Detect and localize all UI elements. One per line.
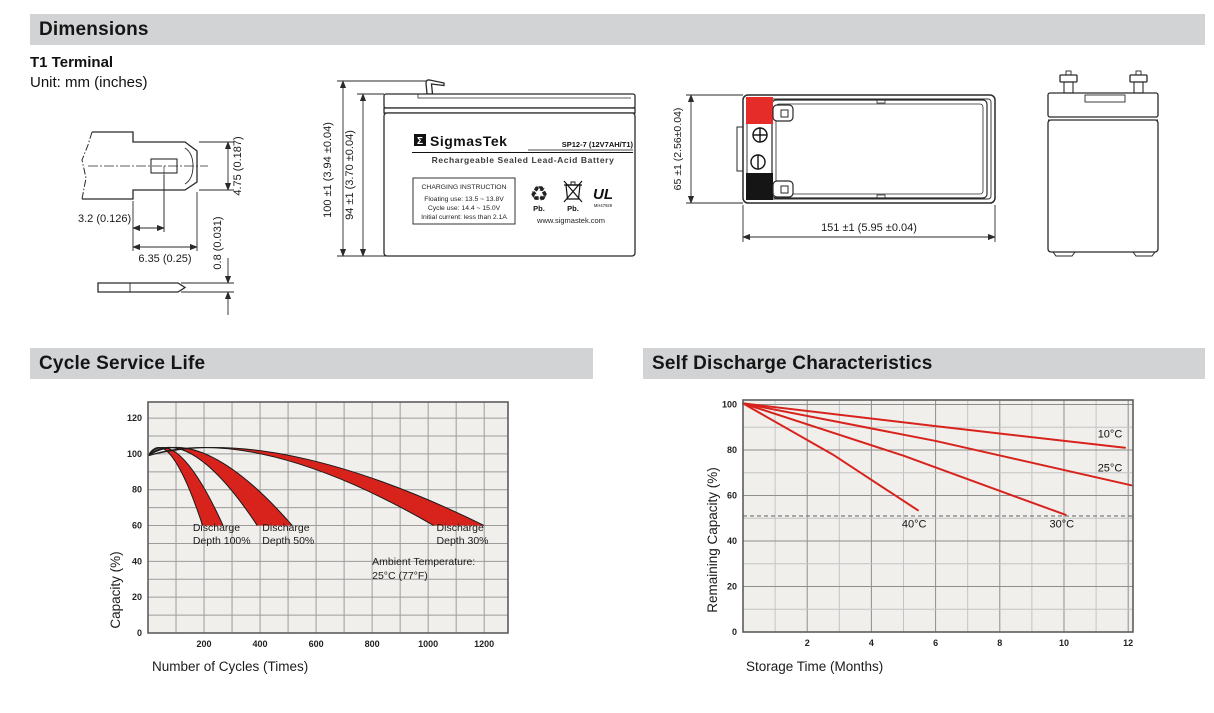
x-tick-label: 12 xyxy=(1123,638,1134,648)
ul-mark-icon: UL xyxy=(593,186,613,203)
lid-recess xyxy=(1085,95,1125,102)
y-tick-label: 120 xyxy=(126,413,142,424)
break-line xyxy=(82,132,92,199)
self-discharge-title: Self Discharge Characteristics xyxy=(652,352,933,374)
ambient-temperature-note: Ambient Temperature: xyxy=(372,555,476,568)
y-tick-label: 40 xyxy=(131,556,142,567)
lid xyxy=(1048,93,1158,117)
battery-top-view-drawing xyxy=(670,70,1015,275)
series-label: 40°C xyxy=(901,518,927,531)
unit-note: Unit: mm (inches) xyxy=(30,74,148,91)
x-tick-label: 1000 xyxy=(418,639,439,649)
band-label: Discharge xyxy=(436,521,484,534)
y-axis-title: Capacity (%) xyxy=(108,551,123,629)
y-tick-label: 20 xyxy=(726,581,737,592)
sigma-glyph: Σ xyxy=(416,136,424,147)
terminal-side-profile xyxy=(98,283,185,292)
dim-length: 151 ±1 (5.95 ±0.04) xyxy=(821,222,917,234)
band-label: Depth 50% xyxy=(262,534,315,547)
y-tick-label: 100 xyxy=(721,399,737,410)
dimensions-title: Dimensions xyxy=(39,18,149,40)
dim-width: 65 ±1 (2.56±0.04) xyxy=(672,107,684,191)
band-label: Depth 100% xyxy=(192,534,251,547)
y-tick-label: 0 xyxy=(731,627,737,637)
x-axis-title: Number of Cycles (Times) xyxy=(152,659,309,674)
y-axis-title: Remaining Capacity (%) xyxy=(705,467,720,613)
model-number: SP12-7 (12V7AH/T1) xyxy=(561,140,633,149)
side-notch xyxy=(737,127,743,171)
band-label: Depth 30% xyxy=(436,534,489,547)
terminal-post-left xyxy=(1060,71,1077,93)
negative-symbol-icon xyxy=(751,155,765,169)
x-tick-label: 6 xyxy=(933,638,939,648)
y-tick-label: 60 xyxy=(726,490,737,501)
cycle-life-section-header xyxy=(30,348,593,379)
x-tick-label: 400 xyxy=(252,639,268,649)
ul-file-number: MH47929 xyxy=(593,203,613,208)
negative-terminal-block xyxy=(746,173,773,200)
x-tick-label: 2 xyxy=(804,638,810,648)
x-axis-title: Storage Time (Months) xyxy=(746,659,884,674)
y-tick-label: 20 xyxy=(131,592,142,603)
terminal-post-right xyxy=(1130,71,1147,93)
charging-line-3: Initial current: less than 2.1A xyxy=(421,214,507,221)
x-tick-label: 600 xyxy=(308,639,324,649)
terminal-outline xyxy=(82,132,197,199)
series-label: 10°C xyxy=(1097,428,1123,441)
x-tick-label: 4 xyxy=(868,638,874,648)
y-tick-label: 60 xyxy=(131,520,142,531)
y-tick-label: 0 xyxy=(136,628,142,638)
terminal-detail-drawing xyxy=(55,100,325,315)
x-tick-label: 200 xyxy=(196,639,212,649)
cycle-life-title: Cycle Service Life xyxy=(39,352,206,374)
x-tick-label: 8 xyxy=(997,638,1003,648)
y-tick-label: 80 xyxy=(131,484,142,495)
series-label: 25°C xyxy=(1097,462,1123,475)
dim-tab-height: 4.75 (0.187) xyxy=(232,136,244,196)
website-text: www.sigmastek.com xyxy=(537,216,605,225)
bin-pb-label: Pb. xyxy=(567,204,579,213)
terminal-type-heading: T1 Terminal xyxy=(30,54,114,71)
x-tick-label: 800 xyxy=(364,639,380,649)
terminal-tab xyxy=(426,80,444,94)
ambient-temperature-note: 25°C (77°F) xyxy=(372,569,428,582)
dim-overall-height: 100 ±1 (3.94 ±0.04) xyxy=(322,122,334,218)
dimensions-section-header xyxy=(30,14,1205,45)
dim-case-height: 94 ±1 (3.70 ±0.04) xyxy=(344,130,356,220)
battery-side-view-drawing xyxy=(1030,60,1190,325)
brand-name: SigmasTek xyxy=(430,133,508,149)
charging-title: CHARGING INSTRUCTION xyxy=(421,184,507,191)
charging-line-2: Cycle use: 14.4 ~ 15.0V xyxy=(427,205,501,212)
recycle-icon: ♻ xyxy=(529,183,549,206)
y-tick-label: 40 xyxy=(726,536,737,547)
y-tick-label: 100 xyxy=(126,448,142,459)
self-discharge-chart xyxy=(700,390,1185,695)
battery-type-line: Rechargeable Sealed Lead-Acid Battery xyxy=(431,155,615,165)
dimension-lines xyxy=(686,95,995,242)
dim-tab-width: 6.35 (0.25) xyxy=(138,253,192,265)
x-tick-label: 10 xyxy=(1058,638,1069,648)
dim-hole-offset: 3.2 (0.126) xyxy=(78,213,132,225)
lid-seam xyxy=(384,108,635,113)
dim-tab-thickness: 0.8 (0.031) xyxy=(212,216,224,270)
body xyxy=(1048,120,1158,252)
battery-front-view-drawing xyxy=(315,70,655,275)
positive-symbol-icon xyxy=(753,128,767,142)
self-discharge-section-header xyxy=(643,348,1205,379)
recycle-pb-label: Pb. xyxy=(533,204,545,213)
band-label: Discharge xyxy=(192,521,241,534)
positive-terminal-block xyxy=(746,97,773,124)
series-label: 30°C xyxy=(1049,518,1075,531)
battery-lid xyxy=(384,94,635,108)
cycle-service-life-chart xyxy=(100,390,545,695)
y-tick-label: 80 xyxy=(726,445,737,456)
band-label: Discharge xyxy=(262,521,310,534)
charging-line-1: Floating use: 13.5 ~ 13.8V xyxy=(424,196,504,203)
inner-tray xyxy=(772,100,987,198)
x-tick-label: 1200 xyxy=(474,639,495,649)
